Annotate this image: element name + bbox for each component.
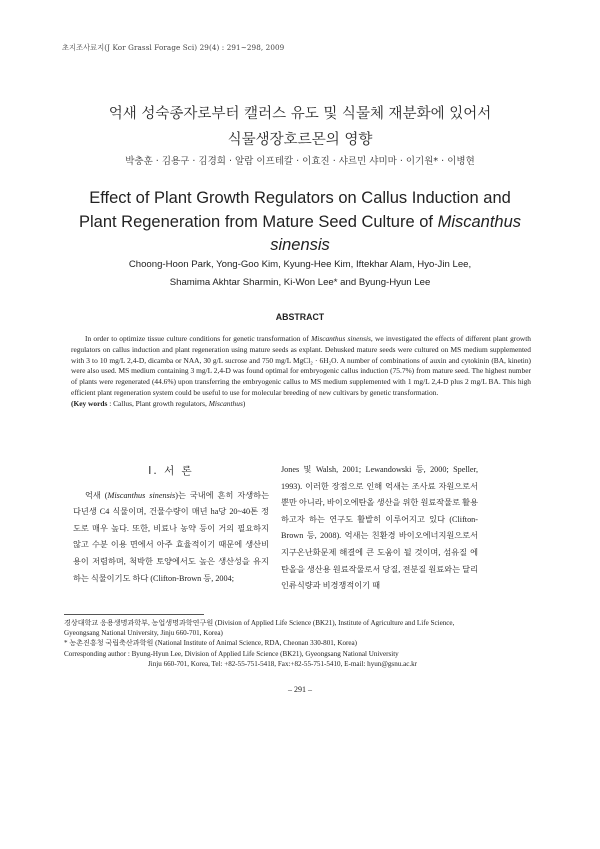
abstract-text-a: In order to optimize tissue culture conditions for genetic transformation of bbox=[85, 334, 312, 343]
keywords-text: : Callus, Plant growth regulators, bbox=[107, 398, 209, 408]
footnote-corresponding-author: Corresponding author : Byung-Hyun Lee, Division of Applied Life Science (BK21), Gyeongsang National University bbox=[64, 649, 399, 658]
english-authors bbox=[40, 256, 560, 292]
abstract-text-b: , we investigated the effects of different plant growth regulators on callus induction and plant regeneration using mature seeds as explant. Dehusked mature seeds were cultured on MS medium supplemented with 3 to 10 mg/L 2,4-D, dicamba or NAA, 30 g/L sucrose and 750 mg/L MgCl₂ · 6H₂O. A number of combinations of auxin and cytokinin (BA, kinetin) were also used. MS medium containing 3 mg/L 2,4-D was found optimal for embryogenic callus induction (75.7%) from mature seed. The highest number of plants were regenerated (44.6%) upon transferring the embryogenic callus to MS medium supplemented with 1 mg/L 2,4-D plus 2 mg/L BA. This high efficient plant regeneration system could be useful to use for molecular breeding of new cultivars by genetic transformation. bbox=[71, 334, 532, 397]
english-title-species: sinensis bbox=[270, 236, 330, 254]
right-column bbox=[281, 462, 478, 595]
abstract-body bbox=[71, 334, 531, 410]
english-authors-line-2: Shamima Akhtar Sharmin, Ki-Won Lee* and Byung-Hyun Lee bbox=[169, 277, 431, 288]
footnotes bbox=[64, 618, 484, 669]
abstract-paragraph bbox=[71, 334, 531, 399]
footnote-contact: Jinju 660-701, Korea, Tel: +82-55-751-5418, Fax:+82-55-751-5410, E-mail: hyun@gsnu.ac.kr bbox=[148, 659, 418, 668]
abstract-heading: ABSTRACT bbox=[275, 312, 325, 322]
page-number: – 291 – bbox=[288, 685, 312, 694]
footnote-affiliation-2: * 농촌진흥청 국립축산과학원 (National Institute of Animal Science, RDA, Cheonan 330-801, Korea) bbox=[64, 639, 358, 648]
footnote-divider bbox=[64, 614, 204, 615]
keywords bbox=[71, 399, 531, 410]
intro-continuation: Jones 및 Walsh, 2001; Lewandowski 등, 2000; Speller, 1993). 이러한 장점으로 인해 억새는 조사료 자원으로서 뿐만 아니라, 바이오에탄올 생산을 위한 원료작물로 활용하고자 하는 연구도 활발히 이루어지고 있다 (Clifton-Brown 등, 2008). 억새는 친환경 바이오에너지원으로서 지구온난화문제 해결에 큰 도움이 될 것이며, 섬유질 에탄올을 생산용 원료작물로서 당질, 전분질 원료와는 달리 인류식량과 비경쟁적이기 때 bbox=[281, 465, 478, 591]
abstract-species: Miscanthus sinensis bbox=[311, 334, 371, 343]
english-title-line-2 bbox=[40, 211, 560, 235]
footnote-affiliation-1: 경상대학교 응용생명과학부, 농업생명과학연구원 (Division of Applied Life Science (BK21), Institute of Agriculture and Life Science, Gyeongsang National University, Jinju 660-701, Korea) bbox=[64, 619, 455, 638]
keywords-species: Miscanthus bbox=[208, 398, 243, 408]
korean-title-line-1: 억새 성숙종자로부터 캘러스 유도 및 식물체 재분화에 있어서 bbox=[108, 106, 492, 122]
intro-species: Miscanthus sinensis bbox=[107, 490, 176, 500]
korean-title-line-2: 식물생장호르몬의 영향 bbox=[227, 132, 373, 148]
english-title-line-3 bbox=[40, 234, 560, 258]
english-title-line-2-plain: Plant Regeneration from Mature Seed Culture of bbox=[78, 212, 438, 231]
keywords-end: ) bbox=[242, 398, 246, 408]
intro-paragraph bbox=[73, 488, 269, 588]
keywords-label: (Key words bbox=[71, 398, 108, 408]
english-title-genus: Miscanthus bbox=[437, 212, 522, 231]
korean-title bbox=[40, 101, 560, 153]
english-title bbox=[40, 187, 560, 258]
intro-text-b: )는 국내에 흔히 자생하는 다년생 C4 식물이며, 건물수량이 매년 ha당 20~40톤 정도로 매우 높다. 또한, 비료나 농약 등이 거의 필요하지 않고 수분 이용 면에서 아주 효율적이기 때문에 생산비용이 저렴하며, 척박한 토양에서도 높은 생산성을 유지하는 식물이기도 하다 (Clifton-Brown 등, 2004; bbox=[73, 490, 269, 583]
intro-text-a: 억새 ( bbox=[85, 490, 108, 500]
korean-authors: 박충훈 · 김용구 · 김경희 · 알람 이프테칼 · 이효진 · 샤르민 샤미마 · 이기원* · 이병현 bbox=[125, 156, 475, 167]
english-title-line-1: Effect of Plant Growth Regulators on Callus Induction and bbox=[89, 189, 511, 207]
english-authors-line-1: Choong-Hoon Park, Yong-Goo Kim, Kyung-Hee Kim, Iftekhar Alam, Hyo-Jin Lee, bbox=[128, 259, 472, 270]
journal-citation: 초지조사료지(J Kor Grassl Forage Sci) 29(4) : 291~298, 2009 bbox=[62, 43, 285, 52]
section-heading-introduction: Ⅰ. 서 론 bbox=[148, 465, 194, 477]
left-column bbox=[73, 463, 269, 587]
